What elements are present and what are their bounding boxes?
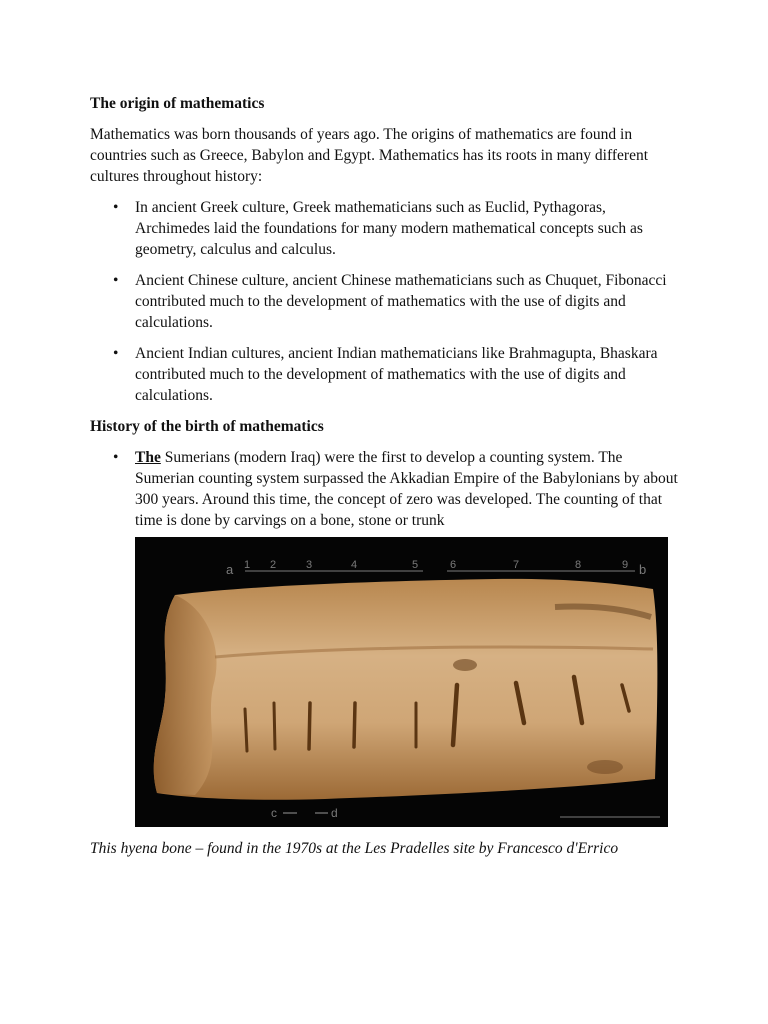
document-page <box>90 93 680 869</box>
list-item <box>135 447 680 531</box>
tick-number: 9 <box>622 559 629 571</box>
heading-origin: The origin of mathematics <box>90 95 265 112</box>
hyena-bone-photo <box>135 537 668 827</box>
tick-number: 1 <box>244 559 251 571</box>
label-c: c <box>271 806 277 820</box>
bullet-text: Sumerians (modern Iraq) were the first to develop a counting system. The Sumerian counting system surpassed the Akkadian Empire of the Babylonians by about 300 years. Around this time, the concept of zero was developed. The counting of that time is done by carvings on a bone, stone or trunk <box>135 449 678 529</box>
tick-number: 2 <box>270 559 277 571</box>
tick-number: 5 <box>412 559 419 571</box>
label-d: d <box>331 806 338 820</box>
heading-history: History of the birth of mathematics <box>90 418 324 435</box>
history-list <box>90 447 680 531</box>
label-b: b <box>639 562 647 577</box>
figure-caption: This hyena bone – found in the 1970s at the Les Pradelles site by Francesco d'Errico <box>90 840 619 857</box>
scale-marks <box>135 537 668 827</box>
list-item: • In ancient Greek culture, Greek mathematicians such as Euclid, Pythagoras, Archimedes laid the foundations for many modern mathematical concepts such as geometry, calculus and calculus. <box>135 197 680 260</box>
tick-number: 7 <box>513 559 520 571</box>
intro-paragraph: Mathematics was born thousands of years ago. The origins of mathematics are found in countries such as Greece, Babylon and Egypt. Mathematics has its roots in many different cultures throughout history: <box>90 126 648 185</box>
tick-number: 3 <box>306 559 313 571</box>
list-item: • Ancient Chinese culture, ancient Chinese mathematicians such as Chuquet, Fibonacci contributed much to the development of mathematics with the use of digits and calculations. <box>135 270 680 333</box>
culture-list <box>90 197 680 406</box>
tick-number: 6 <box>450 559 457 571</box>
tick-number: 8 <box>575 559 582 571</box>
tick-number: 4 <box>351 559 358 571</box>
label-a: a <box>226 562 234 577</box>
bullet-lead: The <box>135 449 161 466</box>
list-item: • Ancient Indian cultures, ancient Indian mathematicians like Brahmagupta, Bhaskara contributed much to the development of mathematics with the use of digits and calculations. <box>135 343 680 406</box>
